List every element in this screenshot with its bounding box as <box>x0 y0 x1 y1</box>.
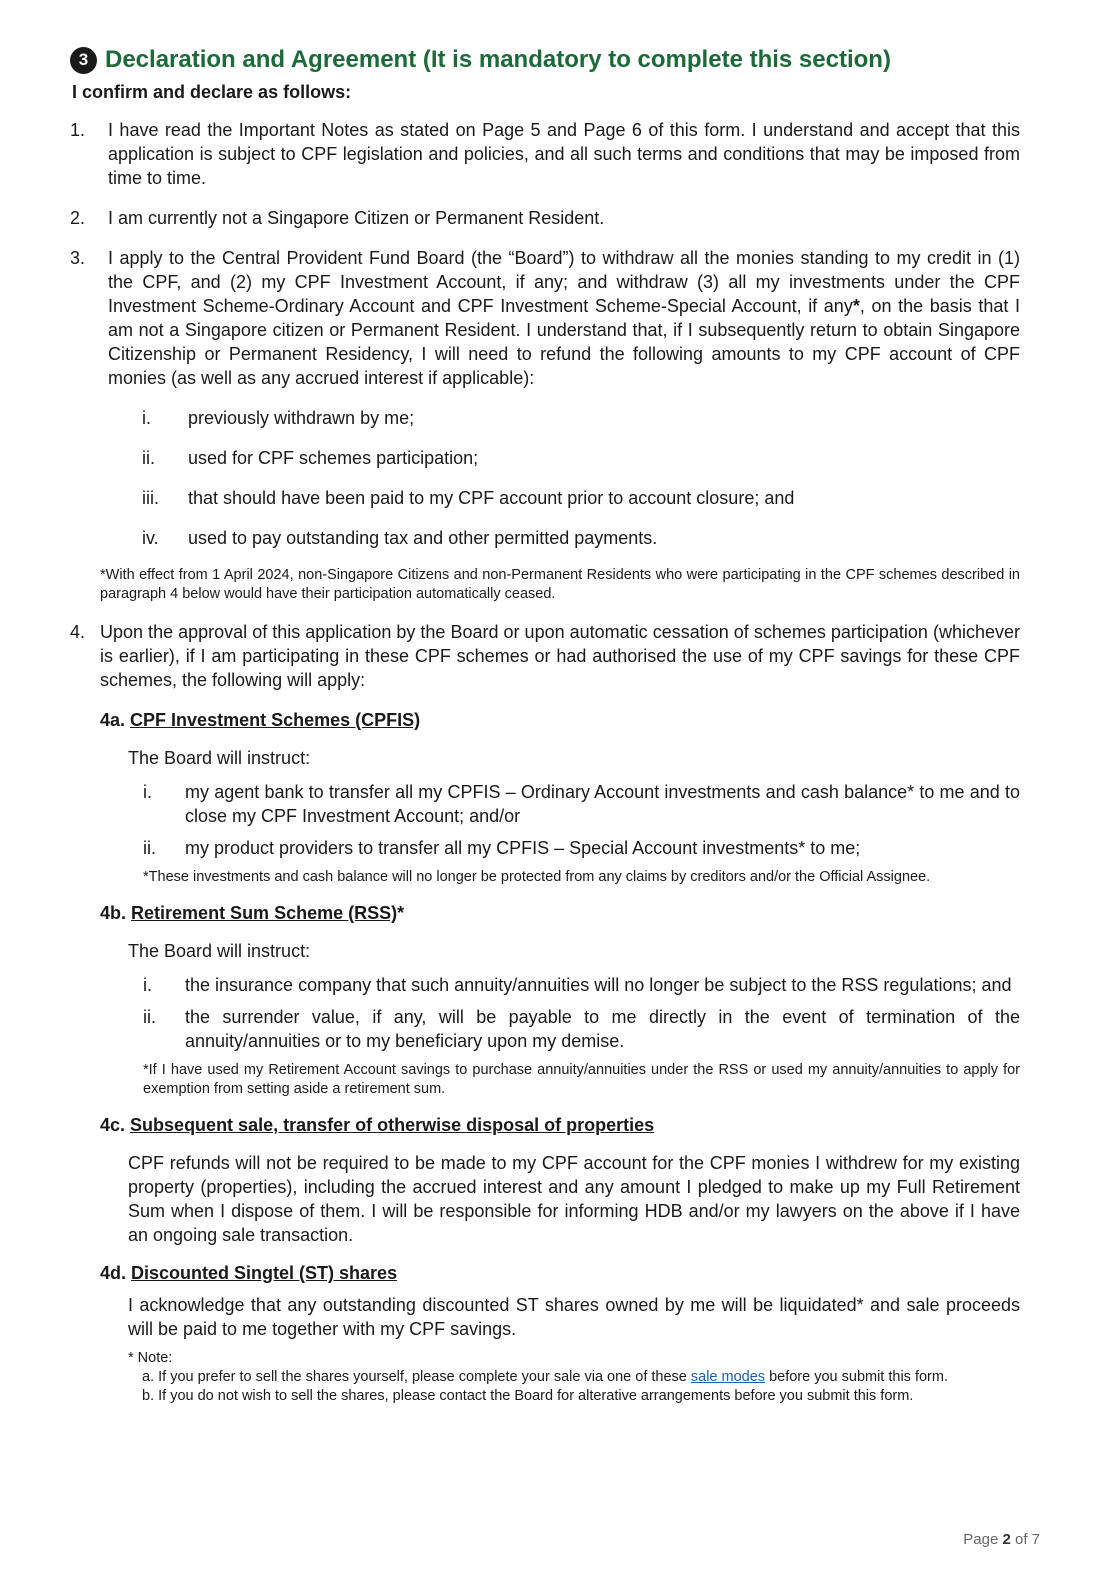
roman-numeral: i. <box>142 408 151 428</box>
declaration-page <box>70 44 1020 1406</box>
item-text: I have read the Important Notes as stated on Page 5 and Page 6 of this form. I understand and accept that this application is subject to CPF legislation and policies, and all such terms and conditions that may be imposed from time to time. <box>108 120 1020 188</box>
item-text: I am currently not a Singapore Citizen or Permanent Resident. <box>108 208 605 228</box>
rss-item-i <box>143 973 1020 997</box>
rss-item-text: the insurance company that such annuity/annuities will no longer be subject to the RSS regulations; and <box>185 975 1012 995</box>
declaration-item-2 <box>70 206 1020 230</box>
rss-item-ii <box>143 1005 1020 1053</box>
note-a-text-end: before you submit this form. <box>765 1369 948 1385</box>
section-title: Discounted Singtel (ST) shares <box>131 1263 398 1283</box>
section-4c-heading <box>100 1113 1020 1137</box>
cpfis-footnote: *These investments and cash balance will no longer be protected from any claims by creditors and/or the Official Assignee. <box>143 869 931 885</box>
asterisk-marker: * <box>397 903 405 923</box>
note-label: * Note: <box>128 1350 173 1366</box>
section-label: 4c. <box>100 1115 126 1135</box>
item-number: 3. <box>70 248 86 268</box>
note-a <box>128 1368 1020 1387</box>
refund-item-text: used to pay outstanding tax and other permitted payments. <box>188 528 658 548</box>
section-4a-heading <box>100 708 1020 732</box>
declaration-item-4 <box>70 620 1020 692</box>
item-text: Upon the approval of this application by the Board or upon automatic cessation of schemes participation (whichever is earlier), if I am participating in these CPF schemes or had authorised the use of my CPF savings for these CPF schemes, the following will apply: <box>100 622 1020 690</box>
section-heading <box>70 44 1020 76</box>
item-text-part-a: I apply to the Central Provident Fund Board (the “Board”) to withdraw all the monies standing to my credit in (1) the CPF, and (2) my CPF Investment Account, if any; and withdraw (3) all my investments under the CPF Investment Scheme-Ordinary Account and CPF Investment Scheme-Special Account, if any <box>108 248 1020 316</box>
rss-footnote: *If I have used my Retirement Account savings to purchase annuity/annuities under the RSS or used my annuity/annuities to apply for exemption from setting aside a retirement sum. <box>143 1062 1020 1097</box>
singtel-note <box>128 1349 1020 1406</box>
section-title: Subsequent sale, transfer of otherwise disposal of properties <box>130 1115 655 1135</box>
item-text <box>108 246 1020 390</box>
refund-item-text: that should have been paid to my CPF account prior to account closure; and <box>188 488 795 508</box>
refund-item-iv <box>142 526 1020 550</box>
roman-numeral: iii. <box>142 488 159 508</box>
section-title: Retirement Sum Scheme (RSS) <box>131 903 398 923</box>
declaration-item-1 <box>70 118 1020 190</box>
roman-numeral: i. <box>143 782 152 802</box>
note-b: b. If you do not wish to sell the shares, please contact the Board for alterative arrangements before you submit this form. <box>142 1388 914 1404</box>
note-a-text: a. If you prefer to sell the shares yourself, please complete your sale via one of these <box>142 1369 691 1385</box>
roman-numeral: ii. <box>143 1007 156 1027</box>
refund-item-text: previously withdrawn by me; <box>188 408 415 428</box>
refund-item-ii <box>142 446 1020 470</box>
cpfis-item-text: my agent bank to transfer all my CPFIS – Ordinary Account investments and cash balance* to me and to close my CPF Investment Account; and/or <box>185 782 1020 826</box>
cpfis-item-i <box>143 780 1020 828</box>
item-text-part-b: , on the basis that I am not a Singapore citizen or Permanent Resident. I understand that, if I subsequently return to obtain Singapore Citizenship or Permanent Residency, I will need to refund the following amounts to my CPF account of CPF monies (as well as any accrued interest if applicable): <box>108 296 1020 388</box>
page-current: 2 <box>1002 1531 1011 1548</box>
instruct-line: The Board will instruct: <box>128 748 311 768</box>
section-title: Declaration and Agreement (It is mandatory to complete this section) <box>105 46 891 73</box>
section-label: 4b. <box>100 903 127 923</box>
refund-item-iii <box>142 486 1020 510</box>
refund-item-text: used for CPF schemes participation; <box>188 448 479 468</box>
item-number: 1. <box>70 120 86 140</box>
declaration-intro: I confirm and declare as follows: <box>72 82 352 102</box>
section-number-badge: 3 <box>70 47 97 74</box>
declaration-item-3 <box>70 246 1020 390</box>
rss-item-text: the surrender value, if any, will be payable to me directly in the event of termination of the annuity/annuities or to my beneficiary upon my demise. <box>185 1007 1020 1051</box>
singtel-paragraph: I acknowledge that any outstanding discounted ST shares owned by me will be liquidated* and sale proceeds will be paid to me together with my CPF savings. <box>128 1295 1020 1339</box>
sale-modes-link[interactable]: sale modes <box>690 1369 766 1385</box>
item-3-footnote: *With effect from 1 April 2024, non-Singapore Citizens and non-Permanent Residents who were participating in the CPF schemes described in paragraph 4 below would have their participation automatically ceased. <box>100 567 1020 602</box>
cpfis-item-ii <box>143 836 1020 860</box>
section-label: 4d. <box>100 1263 127 1283</box>
section-4d-heading <box>100 1261 1020 1285</box>
roman-numeral: i. <box>143 975 152 995</box>
page-prefix: Page <box>963 1531 1003 1548</box>
property-paragraph: CPF refunds will not be required to be made to my CPF account for the CPF monies I withdrew for my existing property (properties), including the accrued interest and any amount I pledged to make up my Full Retirement Sum when I dispose of them. I will be responsible for informing HDB and/or my lawyers on the above if I have an ongoing sale transaction. <box>128 1153 1020 1245</box>
roman-numeral: iv. <box>142 528 159 548</box>
section-label: 4a. <box>100 710 126 730</box>
cpfis-item-text: my product providers to transfer all my CPFIS – Special Account investments* to me; <box>185 838 861 858</box>
section-title: CPF Investment Schemes (CPFIS) <box>130 710 421 730</box>
refund-item-i <box>142 406 1020 430</box>
roman-numeral: ii. <box>142 448 155 468</box>
asterisk-marker: * <box>852 296 860 316</box>
roman-numeral: ii. <box>143 838 156 858</box>
item-number: 2. <box>70 208 86 228</box>
page-number <box>963 1531 1040 1548</box>
section-4b-heading <box>100 901 1020 925</box>
item-number: 4. <box>70 622 86 642</box>
instruct-line: The Board will instruct: <box>128 941 311 961</box>
page-suffix: of 7 <box>1010 1531 1040 1548</box>
